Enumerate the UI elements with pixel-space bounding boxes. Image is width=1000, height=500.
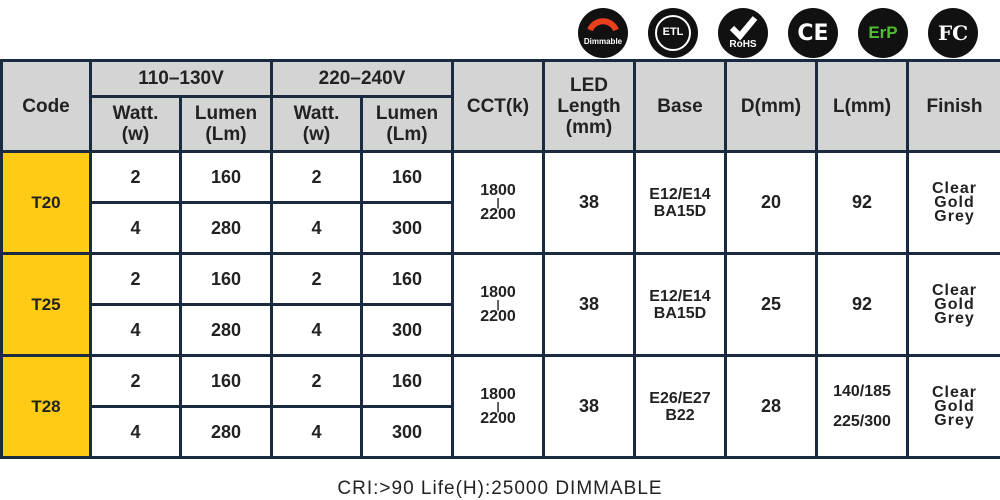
header-length: L(mm)	[817, 61, 908, 152]
finish-option: Grey	[934, 207, 975, 225]
header-finish: Finish	[908, 61, 1000, 152]
finish-option: Clear	[931, 281, 978, 299]
led-length-cell: 38	[544, 152, 635, 254]
lumen-110-cell: 160	[181, 152, 272, 203]
finish-option: Grey	[934, 309, 975, 327]
lumen-110-cell: 280	[181, 407, 272, 458]
cct-min: 1800	[480, 283, 516, 301]
watt-110-cell: 2	[91, 356, 181, 407]
lumen-220-cell: 300	[362, 203, 453, 254]
cct-cell: 1800 | 2200	[453, 356, 544, 458]
code-cell: T28	[2, 356, 91, 458]
spec-table	[0, 59, 1000, 459]
cct-cell: 1800 | 2200	[453, 254, 544, 356]
code-cell: T20	[2, 152, 91, 254]
rohs-icon: RoHS	[718, 8, 768, 58]
header-lumen-220: Lumen (Lm)	[362, 97, 453, 152]
led-length-cell: 38	[544, 356, 635, 458]
header-diameter: D(mm)	[726, 61, 817, 152]
watt-220-cell: 4	[272, 203, 362, 254]
length-cell	[817, 356, 908, 458]
base-cell	[635, 356, 726, 458]
header-voltage-220: 220–240V	[272, 61, 453, 97]
base-line: E12/E14	[649, 287, 711, 305]
lumen-110-cell: 280	[181, 203, 272, 254]
finish-cell	[908, 356, 1000, 458]
finish-option: Clear	[931, 179, 978, 197]
finish-option: Gold	[934, 295, 975, 313]
footer-specs: CRI:>90 Life(H):25000 DIMMABLE	[337, 478, 663, 499]
cct-max: 2200	[480, 205, 516, 223]
certification-badges	[578, 8, 978, 58]
base-line: E12/E14	[649, 185, 711, 203]
table-row	[2, 152, 1000, 203]
base-cell	[635, 254, 726, 356]
led-length-cell: 38	[544, 254, 635, 356]
length-line: 140/185	[833, 382, 891, 400]
base-cell	[635, 152, 726, 254]
base-line: E26/E27	[649, 389, 711, 407]
watt-220-cell: 2	[272, 356, 362, 407]
watt-220-cell: 4	[272, 305, 362, 356]
table-row	[2, 254, 1000, 305]
cct-cell: 1800 | 2200	[453, 152, 544, 254]
base-line: BA15D	[653, 304, 707, 322]
header-led-length: LED Length (mm)	[544, 61, 635, 152]
ce-mark-icon: CE	[788, 8, 838, 58]
watt-110-cell: 2	[91, 254, 181, 305]
watt-110-cell: 4	[91, 203, 181, 254]
erp-icon: ErP	[858, 8, 908, 58]
watt-220-cell: 2	[272, 152, 362, 203]
diameter-cell: 28	[726, 356, 817, 458]
length-line: 92	[851, 294, 873, 314]
header-voltage-110: 110–130V	[91, 61, 272, 97]
code-cell: T25	[2, 254, 91, 356]
lumen-220-cell: 160	[362, 152, 453, 203]
watt-110-cell: 4	[91, 305, 181, 356]
finish-cell	[908, 152, 1000, 254]
finish-option: Gold	[934, 397, 975, 415]
header-lumen-110: Lumen (Lm)	[181, 97, 272, 152]
lumen-220-cell: 300	[362, 407, 453, 458]
lumen-110-cell: 160	[181, 356, 272, 407]
watt-220-cell: 4	[272, 407, 362, 458]
dimmable-icon: Dimmable	[578, 8, 628, 58]
fcc-icon: FC	[928, 8, 978, 58]
cct-max: 2200	[480, 307, 516, 325]
lumen-110-cell: 280	[181, 305, 272, 356]
header-watt-220: Watt. (w)	[272, 97, 362, 152]
diameter-cell: 20	[726, 152, 817, 254]
diameter-cell: 25	[726, 254, 817, 356]
lumen-220-cell: 160	[362, 254, 453, 305]
header-base: Base	[635, 61, 726, 152]
header-watt-110: Watt. (w)	[91, 97, 181, 152]
etl-certification-icon: ETL	[648, 8, 698, 58]
length-line: 92	[851, 192, 873, 212]
table-row	[2, 356, 1000, 407]
finish-option: Gold	[934, 193, 975, 211]
cct-max: 2200	[480, 409, 516, 427]
watt-220-cell: 2	[272, 254, 362, 305]
header-code: Code	[2, 61, 91, 152]
finish-option: Grey	[934, 411, 975, 429]
header-cct: CCT(k)	[453, 61, 544, 152]
watt-110-cell: 2	[91, 152, 181, 203]
lumen-110-cell: 160	[181, 254, 272, 305]
finish-cell	[908, 254, 1000, 356]
length-line: 225/300	[833, 412, 891, 430]
cct-min: 1800	[480, 385, 516, 403]
lumen-220-cell: 300	[362, 305, 453, 356]
watt-110-cell: 4	[91, 407, 181, 458]
lumen-220-cell: 160	[362, 356, 453, 407]
length-cell	[817, 152, 908, 254]
cct-min: 1800	[480, 181, 516, 199]
length-cell	[817, 254, 908, 356]
base-line: B22	[665, 406, 695, 424]
base-line: BA15D	[653, 202, 707, 220]
finish-option: Clear	[931, 383, 978, 401]
